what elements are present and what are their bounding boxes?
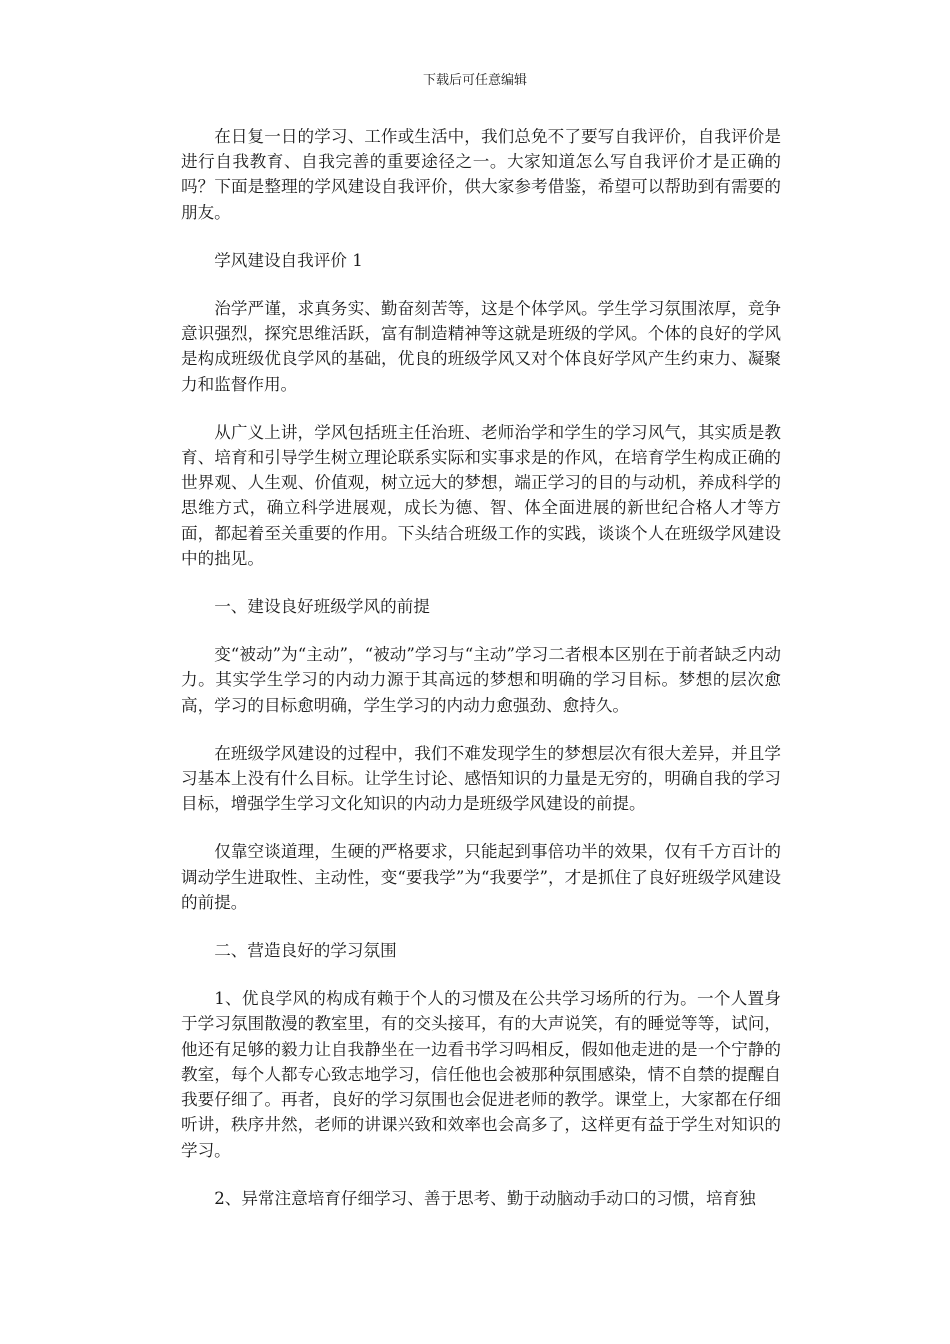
body-paragraph: 仅靠空谈道理，生硬的严格要求，只能起到事倍功半的效果，仅有千方百计的调动学生进取性、主动性，变“要我学”为“我要学”，才是抓住了良好班级学风建设的前提。 [181,842,781,912]
subsection-heading: 二、营造良好的学习氛围 [214,941,397,961]
body-paragraph: 在班级学风建设的过程中，我们不难发现学生的梦想层次有很大差异，并且学习基本上没有什么目标。让学生讨论、感悟知识的力量是无穷的，明确自我的学习目标，增强学生学习文化知识的内动力是班级学风建设的前提。 [181,743,781,814]
page-header: 下载后可任意编辑 [422,73,527,88]
section-title: 学风建设自我评价 1 [214,250,363,270]
body-paragraph: 治学严谨，求真务实、勤奋刻苦等，这是个体学风。学生学习氛围浓厚，竞争意识强烈，探究思维活跃，富有制造精神等这就是班级的学风。个体的良好的学风是构成班级优良学风的基础，优良的班级学风又对个体良好学风产生约束力、凝聚力和监督作用。 [181,299,781,394]
body-paragraph: 从广义上讲，学风包括班主任治班、老师治学和学生的学习风气，其实质是教育、培育和引导学生树立理论联系实际和实事求是的作风，在培育学生构成正确的世界观、人生观、价值观，树立远大的梦想，端正学习的目的与动机，养成科学的思维方式，确立科学进展观，成长为德、智、体全面进展的新世纪合格人才等方面，都起着至关重要的作用。下头结合班级工作的实践，谈谈个人在班级学风建设中的拙见。 [181,422,781,568]
subsection-heading: 一、建设良好班级学风的前提 [214,597,430,617]
intro-paragraph: 在日复一日的学习、工作或生活中，我们总免不了要写自我评价，自我评价是进行自我教育、自我完善的重要途径之一。大家知道怎么写自我评价才是正确的吗？下面是整理的学风建设自我评价，供大家参考借鉴，希望可以帮助到有需要的朋友。 [181,127,781,222]
document-body [181,124,781,1234]
body-paragraph: 变“被动”为“主动”，“被动”学习与“主动”学习二者根本区别在于前者缺乏内动力。其实学生学习的内动力源于其高远的梦想和明确的学习目标。梦想的层次愈高，学习的目标愈明确，学生学习的内动力愈强劲、愈持久。 [181,645,781,715]
body-paragraph: 1、优良学风的构成有赖于个人的习惯及在公共学习场所的行为。一个人置身于学习氛围散漫的教室里，有的交头接耳，有的大声说笑，有的睡觉等等，试问，他还有足够的毅力让自我静坐在一边看书学习吗相反，假如他走进的是一个宁静的教室，每个人都专心致志地学习，信任他也会被那种氛围感染，情不自禁的提醒自我要仔细了。再者，良好的学习氛围也会促进老师的教学。课堂上，大家都在仔细听讲，秩序井然，老师的讲课兴致和效率也会高多了，这样更有益于学生对知识的学习。 [181,989,781,1160]
body-paragraph: 2、异常注意培育仔细学习、善于思考、勤于动脑动手动口的习惯，培育独 [214,1188,756,1208]
